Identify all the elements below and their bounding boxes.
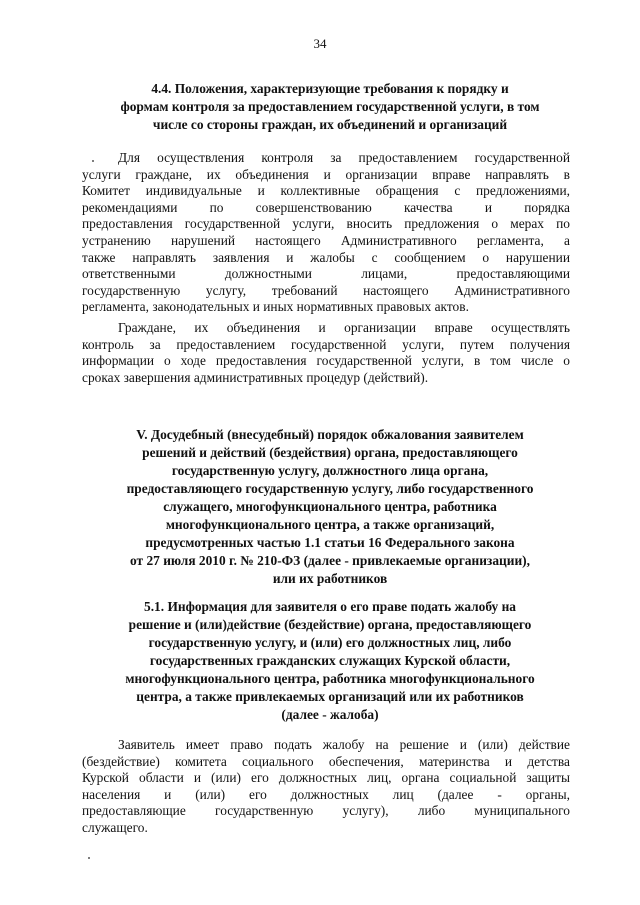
heading-line: центра, а также привлекаемых организаций или их работников <box>136 689 524 704</box>
paragraph-control-rights <box>82 150 570 316</box>
paragraph-line: регламента, законодательных и иных нормативных правовых актов. <box>82 299 469 315</box>
section-5-1-heading <box>60 598 600 724</box>
paragraph-line: (бездействие) комитета социального обеспечения, материнства и детства <box>82 753 570 769</box>
heading-line: формам контроля за предоставлением государственной услуги, в том <box>120 99 540 114</box>
heading-line: 4.4. Положения, характеризующие требования к порядку и <box>151 81 509 96</box>
paragraph-line: контроль за предоставлением государственной услуги, путем получения <box>82 336 570 352</box>
paragraph-line: населения и (или) его должностных лиц (далее - органы, <box>82 786 570 802</box>
scan-speck <box>92 160 94 162</box>
paragraph-line: Курской области и (или) его должностных лиц, органа социальной защиты <box>82 770 570 786</box>
paragraph-line: Заявитель имеет право подать жалобу на решение и (или) действие <box>118 737 570 752</box>
paragraph-line: ответственными должностными лицами, предоставляющими <box>82 266 570 282</box>
heading-line: государственную услугу, должностного лица органа, <box>171 463 489 478</box>
heading-line: служащего, многофункционального центра, работника <box>163 499 497 514</box>
paragraph-line: сроках завершения административных процедур (действий). <box>82 369 429 385</box>
paragraph-line: Для осуществления контроля за предоставлением государственной <box>118 150 570 165</box>
paragraph-complaint-right <box>82 737 570 837</box>
heading-line: государственную услугу, и (или) его должностных лиц, либо <box>148 635 512 650</box>
heading-line: многофункционального центра, а также организаций, <box>165 517 495 532</box>
heading-line: многофункционального центра, работника многофункционального <box>125 671 535 686</box>
paragraph-line: также направлять заявления и жалобы с сообщением о нарушении <box>82 249 570 265</box>
heading-line: 5.1. Информация для заявителя о его праве подать жалобу на <box>144 599 516 614</box>
heading-line: предоставляющего государственную услугу, либо государственного <box>126 481 534 496</box>
heading-line: предусмотренных частью 1.1 статьи 16 Федерального закона <box>145 535 515 550</box>
heading-line: или их работников <box>272 571 388 586</box>
page-number: 34 <box>313 36 327 51</box>
paragraph-line: государственную услугу, требований настоящего Административного <box>82 282 570 298</box>
paragraph-line: информации о ходе предоставления государственной услуги, в том числе о <box>82 353 570 369</box>
heading-line: решений и действий (бездействия) органа, предоставляющего <box>142 445 518 460</box>
heading-line: государственных гражданских служащих Курской области, <box>149 653 511 668</box>
paragraph-line: Граждане, их объединения и организации вправе осуществлять <box>118 320 570 335</box>
paragraph-line: устранению нарушений настоящего Административного регламента, а <box>82 232 570 248</box>
scan-speck <box>88 857 90 859</box>
paragraph-line: предоставления государственной услуги, вносить предложения о мерах по <box>82 216 570 232</box>
paragraph-line: Комитет индивидуальные и коллективные обращения с предложениями, <box>82 183 570 199</box>
paragraph-line: предоставляющие государственную услугу), либо муниципального <box>82 803 570 819</box>
section-4-4-heading <box>60 80 600 134</box>
paragraph-line: рекомендациями по совершенствованию качества и порядка <box>82 199 570 215</box>
heading-line: (далее - жалоба) <box>281 707 379 722</box>
heading-line: от 27 июля 2010 г. № 210-ФЗ (далее - привлекаемые организации), <box>130 553 530 568</box>
paragraph-line: служащего. <box>82 819 148 835</box>
paragraph-line: услуги граждане, их объединения и организации вправе направлять в <box>82 166 570 182</box>
heading-line: числе со стороны граждан, их объединений и организаций <box>152 117 508 132</box>
paragraph-citizens-control <box>82 320 570 386</box>
heading-line: решение и (или)действие (бездействие) органа, предоставляющего <box>128 617 532 632</box>
heading-line: V. Досудебный (внесудебный) порядок обжалования заявителем <box>136 427 524 442</box>
section-5-heading <box>60 426 600 588</box>
